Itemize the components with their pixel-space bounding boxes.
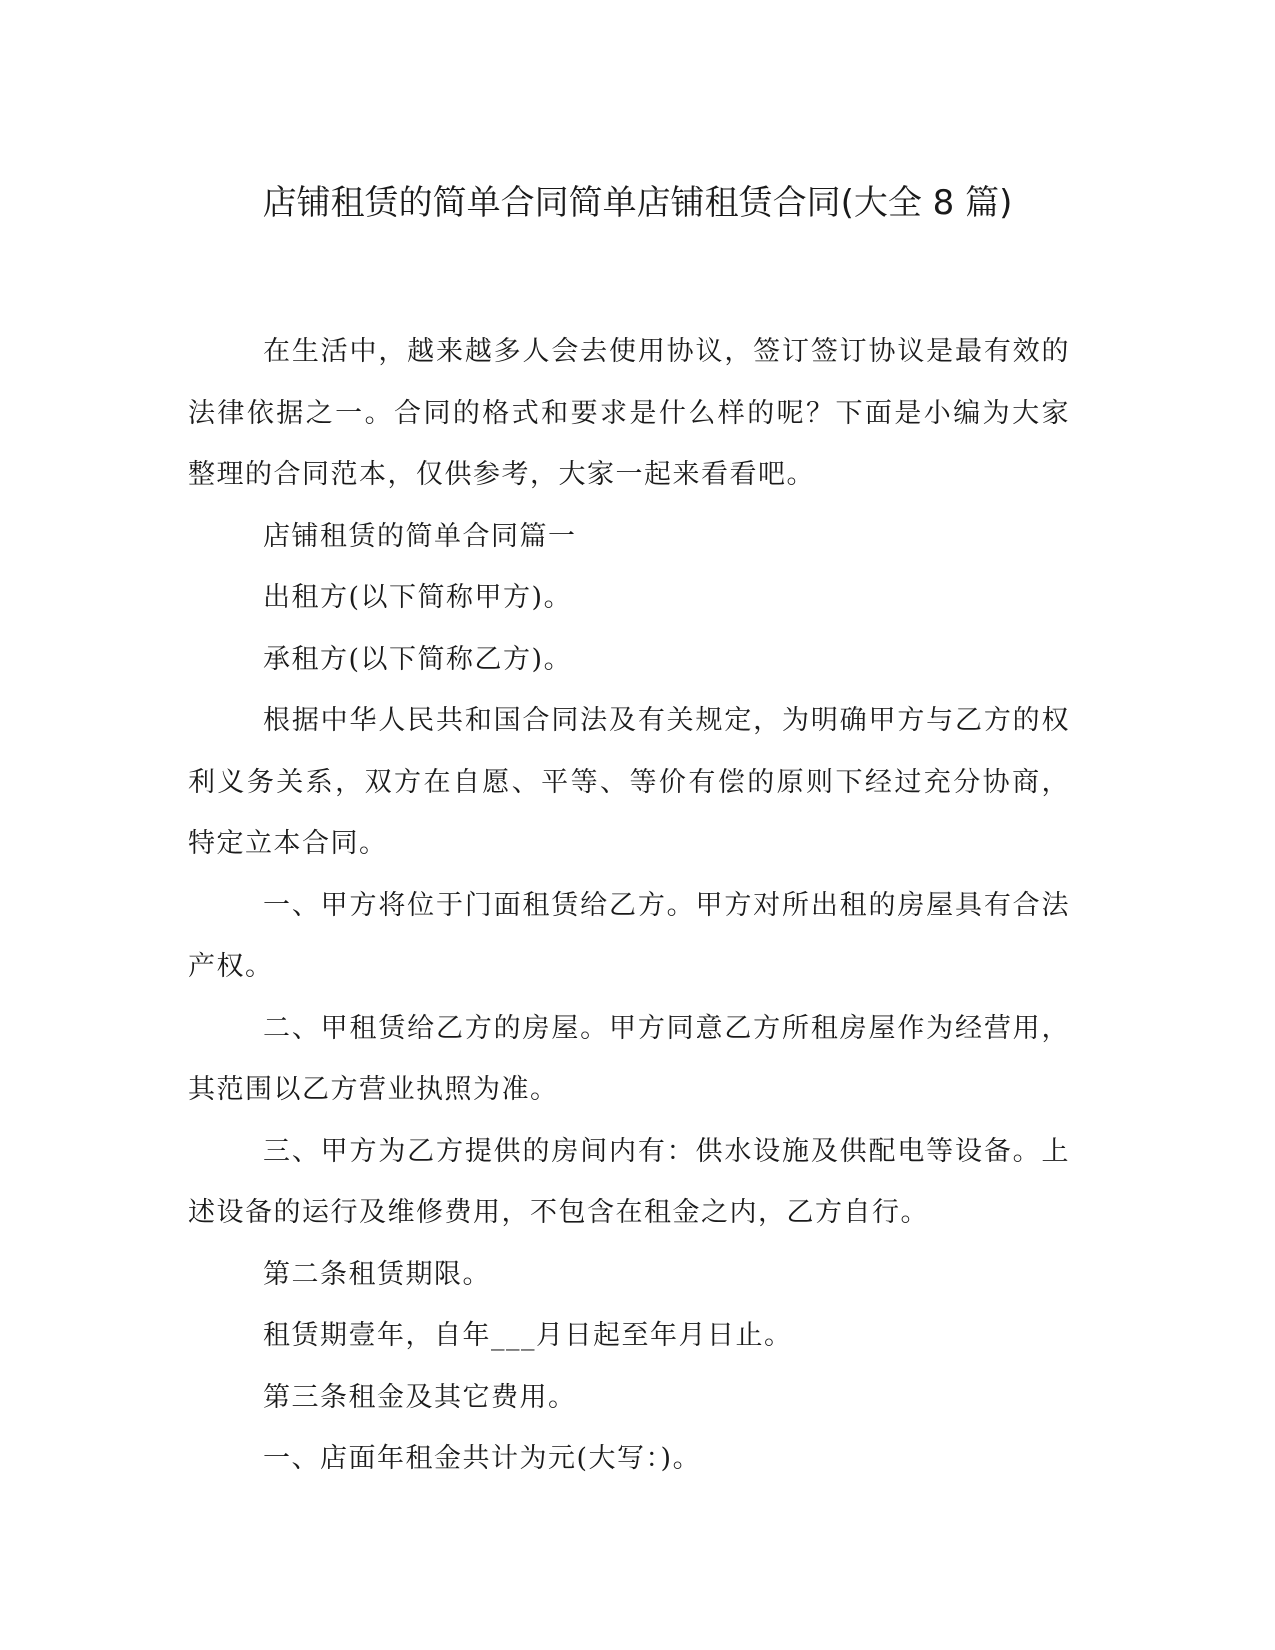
clause-paragraph: 一、店面年租金共计为元(大写：)。 — [263, 1443, 702, 1474]
section-heading: 店铺租赁的简单合同篇一 — [263, 520, 577, 552]
preamble-paragraph: 根据中华人民共和国合同法及有关规定，为明确甲方与乙方的权利义务关系，双方在自愿、平等、等价有偿的原则下经过充分协商，特定立本合同。 — [188, 705, 1070, 859]
lessor-line: 出租方(以下简称甲方)。 — [263, 582, 573, 613]
clause-paragraph: 三、甲方为乙方提供的房间内有：供水设施及供配电等设备。上述设备的运行及维修费用，不包含在租金之内，乙方自行。 — [188, 1135, 1070, 1228]
clause-paragraph: 租赁期壹年，自年___月日起至年月日止。 — [263, 1320, 793, 1351]
clause-paragraph: 二、甲租赁给乙方的房屋。甲方同意乙方所租房屋作为经营用，其范围以乙方营业执照为准。 — [188, 1012, 1070, 1105]
article-heading: 第三条租金及其它费用。 — [263, 1381, 577, 1413]
article-heading: 第二条租赁期限。 — [263, 1258, 491, 1290]
clause-paragraph: 一、甲方将位于门面租赁给乙方。甲方对所出租的房屋具有合法产权。 — [188, 889, 1070, 982]
intro-paragraph: 在生活中，越来越多人会去使用协议，签订签订协议是最有效的法律依据之一。合同的格式和要求是什么样的呢？下面是小编为大家整理的合同范本，仅供参考，大家一起来看看吧。 — [188, 336, 1070, 490]
document-title: 店铺租赁的简单合同简单店铺租赁合同(大全 8 篇) — [262, 183, 1013, 223]
lessee-line: 承租方(以下简称乙方)。 — [263, 643, 573, 675]
document-body — [188, 321, 1070, 1490]
